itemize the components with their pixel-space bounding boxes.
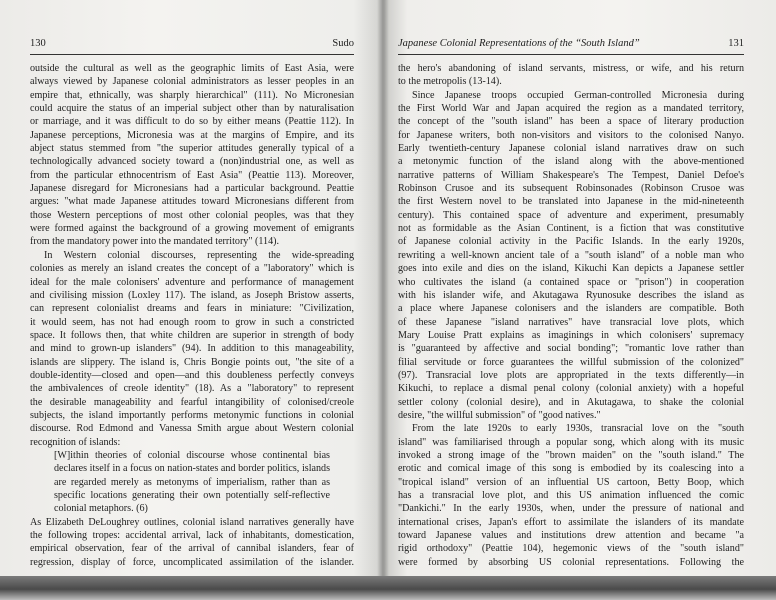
- text-line: Mary Louise Pratt explains as imaginings in which colonisers' supremacy: [398, 329, 744, 341]
- text-line: double-identity—closed and open—and this doubleness perfectly conveys: [30, 369, 354, 381]
- text-line: Kikuchi, to replace a dismal penal colony (colonial anxiety) with a hopeful: [398, 383, 744, 395]
- text-line: space. It follows then, that white children are superior in strength of body: [30, 329, 354, 341]
- text-line: it would seem, has not had enough room to grow in such a constricted: [30, 316, 354, 328]
- text-line: empire that, ethnically, was sharply hierarchical" (111). No Micronesian: [30, 89, 354, 101]
- text-line: of these Japanese "island narratives" have transracial love plots, which: [398, 316, 744, 328]
- right-page: [384, 0, 776, 578]
- text-line: subjects, the island importantly performs metonymic functions in colonial: [30, 409, 354, 421]
- text-line: the first Western novel to be translated into Japanese in the mid-nineteenth: [398, 196, 744, 208]
- text-line: rewriting a well-known ancient tale of a "south island" of a noble man who: [398, 249, 744, 261]
- text-line: with his islander wife, and Akutagawa Ryunosuke describes the island as: [398, 289, 744, 301]
- text-line: and civilising mission (Loxley 117). The island, as Joseph Bristow asserts,: [30, 289, 354, 301]
- text-line: were formed by absorbing US colonial representations. Following the: [398, 556, 744, 568]
- text-line: From the late 1920s to early 1930s, transracial love on the "south: [412, 423, 744, 435]
- text-line: not as formidable as the Asian Continent, is a fiction that was constitutive: [398, 223, 744, 235]
- text-line: islands are slippery. The island is, Chris Bongie points out, "the site of a: [30, 356, 354, 368]
- text-line: were formed against the background of a growing movement of emigrants: [30, 223, 354, 235]
- block-quote-line: specific locations generating their own potentially self-reflective: [54, 490, 330, 501]
- text-line: century). This contained space of adventure and experiment, presumably: [398, 209, 744, 221]
- text-line: "Dankichi." In the early 1930s, when, under the pressure of national and: [398, 503, 744, 515]
- text-line: argues: "what made Japanese attitudes toward Micronesians different from: [30, 196, 354, 208]
- text-line: of Japanese colonial activity in the Pacific Islands. In the early 1920s,: [398, 236, 744, 248]
- text-line: settler colony (colonial desire), and in Akutagawa, to shake the colonial: [398, 396, 744, 408]
- text-line: from the mandatory power into the mandated territory" (114).: [30, 236, 280, 248]
- header-rule: [30, 54, 354, 55]
- text-line: the desirable manageability and fearful intangibility of colonised/creole: [30, 396, 354, 408]
- text-line: a metonymic function of the island along with the above-mentioned: [398, 156, 744, 168]
- text-line: or marriage, and it was difficult to do so by either means (Peattie 112). In: [30, 116, 354, 128]
- text-line: Japanese disregard for Micronesians had a particular background. Peattie: [30, 183, 354, 195]
- text-line: Robinson Crusoe and its subsequent Robinsonades (Robinson Crusoe was: [398, 183, 744, 195]
- text-line: is "guaranteed by affective and social bonding"; "romantic love rather than: [398, 343, 744, 355]
- text-line: Early twentieth-century Japanese colonial island narratives draw on such: [398, 143, 744, 155]
- page-number: 130: [30, 38, 46, 49]
- text-line: invoked a strong image of the "brown maiden" on the "south island." The: [398, 449, 744, 461]
- text-line: the hero's abandoning of island servants, mistress, or wife, and his return: [398, 63, 744, 74]
- text-line: island" was familiarised through a popular song, which along with its music: [398, 436, 744, 448]
- text-line: Since Japanese troops occupied German-controlled Micronesia during: [412, 89, 744, 101]
- text-line: who cultivates the island (a contained space or "prison") in cooperation: [398, 276, 744, 288]
- text-line: erotic and comical image of this song is embodied by its coalescing into a: [398, 463, 744, 475]
- block-quote-line: colonial metaphors. (6): [54, 503, 148, 515]
- body-text: [30, 62, 354, 569]
- text-line: filial servitude or force guarantees the willful submission of the colonized": [398, 356, 744, 368]
- text-line: recognition of islands:: [30, 436, 121, 448]
- text-line: could acquire the status of an imperial subject other than by naturalisation: [30, 103, 354, 115]
- block-quote-line: [W]ithin theories of colonial discourse whose continental bias: [54, 449, 330, 461]
- text-line: a place where Japanese colonisers and the islanders are compatible. Both: [398, 303, 744, 315]
- text-line: the concept of the "south island" has been a space of literary production: [398, 116, 744, 128]
- text-line: discourse. Rod Edmond and Vanessa Smith argue about Western colonial: [30, 423, 354, 435]
- text-line: (97). Transracial love plots are appropriated in the texts differently—in: [398, 369, 744, 381]
- text-line: from the particular ethnocentrism of East Asia" (Peattie 113). Moreover,: [30, 169, 354, 181]
- text-line: can represent colonialist dreams and fears in miniature: "Civilization,: [30, 303, 354, 315]
- header-rule: [398, 54, 744, 55]
- text-line: "tropical island" version of an influential US cartoon, Betty Boop, which: [398, 476, 744, 488]
- block-quote-line: are regarded merely as metonyms of imperialism, rather than as: [54, 476, 330, 488]
- running-head: Sudo: [332, 38, 354, 49]
- text-line: to the metropolis (13-14).: [398, 76, 502, 88]
- text-line: always viewed by Japanese colonial administrators as lesser peoples in an: [30, 76, 354, 88]
- text-line: toward Japanese values and institutions drew attention and became "a: [398, 530, 744, 542]
- text-line: the First World War and Japan acquired the region as a mandated territory,: [398, 103, 744, 115]
- text-line: the following tropes: accidental arrival, lack of inhabitants, domestication,: [30, 530, 354, 542]
- book-gutter: [377, 0, 389, 580]
- text-line: technologically advanced society toward a (non)industrial one, as well as: [30, 156, 354, 168]
- running-head: Japanese Colonial Representations of the “South Island”: [398, 38, 640, 49]
- text-line: those Western perceptions of most other colonial peoples, was that they: [30, 209, 354, 221]
- text-line: goes into exile and dies on the island, Kikuchi Kan depicts a Japanese settler: [398, 263, 744, 275]
- text-line: empirical observation, fear of the arrival of cannibal islanders, fear of: [30, 543, 354, 555]
- text-line: regression, display of force, uncomplicated assimilation of the islander.: [30, 556, 354, 568]
- text-line: rigid orthodoxy" (Peattie 104), hegemonic views of the "south island": [398, 543, 744, 555]
- text-line: colonies as merely an island creates the concept of a "laboratory" which is: [30, 263, 354, 275]
- text-line: has a transracial love plot, and this US animation influenced the comic: [398, 490, 744, 501]
- text-line: desire, "the willful submission" of "good natives.": [398, 409, 601, 421]
- text-line: ideal for the male colonisers' adventure and performance of management: [30, 276, 354, 288]
- text-line: abject status stemmed from "the superior attitudes generally typical of a: [30, 143, 354, 155]
- text-line: Japanese perceptions, Micronesia was at the margins of Empire, and its: [30, 129, 354, 141]
- text-line: narrative patterns of William Shakespeare's The Tempest, Daniel Defoe's: [398, 169, 744, 181]
- text-line: international crises, Japan's effort to assimilate the islanders of its mandate: [398, 516, 744, 528]
- left-page: [0, 0, 384, 578]
- text-line: and mind to grown-up islanders" (94). In addition to this manageability,: [30, 343, 354, 355]
- page-number: 131: [728, 38, 744, 49]
- text-line: the ambivalences of creole identity" (18). As a "laboratory" to represent: [30, 383, 354, 395]
- text-line: In Western colonial discourses, representing the wide-spreading: [44, 249, 354, 261]
- text-line: for Japanese writers, both non-visitors and visitors to the colonised Nanyo.: [398, 129, 744, 141]
- scanner-edge-shadow: [0, 576, 776, 600]
- text-line: As Elizabeth DeLoughrey outlines, colonial island narratives generally have: [30, 516, 354, 528]
- body-text: [398, 62, 744, 569]
- block-quote-line: declares itself in a focus on nation-states and border politics, islands: [54, 463, 330, 475]
- text-line: outside the cultural as well as the geographic limits of East Asia, were: [30, 63, 354, 74]
